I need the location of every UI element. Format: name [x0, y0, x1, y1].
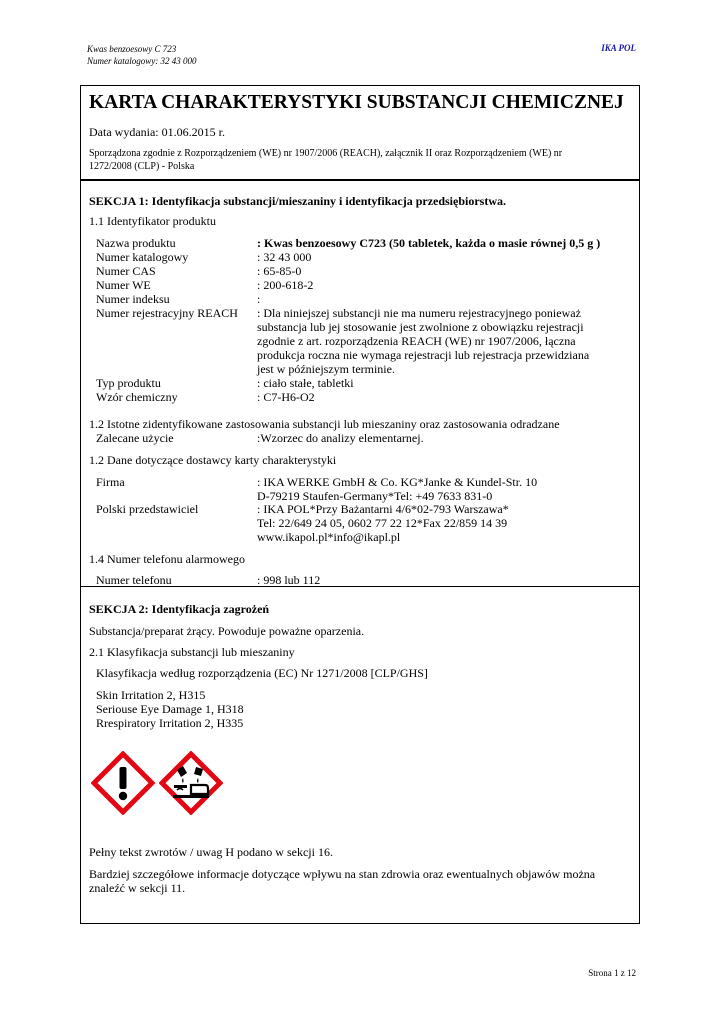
- header-catalog-number: Numer katalogowy: 32 43 000: [87, 56, 197, 66]
- regulation-line-2: 1272/2008 (CLP) - Polska: [89, 161, 195, 172]
- section2-1-heading: 2.1 Klasyfikacja substancji lub mieszaniny: [89, 645, 295, 659]
- identifier-label: Wzór chemiczny: [96, 390, 178, 404]
- identifier-value: zgodnie z art. rozporządzenia REACH (WE) nr 1907/2006, łączna: [257, 334, 576, 348]
- issue-date: Data wydania: 01.06.2015 r.: [89, 125, 225, 139]
- hazard-statement: Skin Irritation 2, H315: [96, 688, 206, 702]
- identifier-label: Nazwa produktu: [96, 236, 176, 250]
- section1-2-supplier-heading: 1.2 Dane dotyczące dostawcy karty charakterystyki: [89, 453, 337, 467]
- sections-box: [80, 180, 640, 924]
- h-statements-note: Pełny tekst zwrotów / uwag H podano w sekcji 16.: [89, 845, 333, 859]
- section1-2-uses-heading: 1.2 Istotne zidentyfikowane zastosowania substancji lub mieszaniny oraz zastosowania odradzane: [89, 417, 560, 431]
- health-details-line-1: Bardziej szczegółowe informacje dotyczące wpływu na stan zdrowia oraz ewentualnych objawów można: [89, 867, 596, 881]
- identifier-value: : ciało stałe, tabletki: [257, 376, 354, 390]
- section1-1-heading: 1.1 Identyfikator produktu: [89, 214, 216, 228]
- firma-line-2: D-79219 Staufen-Germany*Tel: +49 7633 831-0: [257, 489, 493, 503]
- identifier-value: : Kwas benzoesowy C723 (50 tabletek, każda o masie równej 0,5 g ): [257, 236, 601, 250]
- firma-line-1: : IKA WERKE GmbH & Co. KG*Janke & Kundel-Str. 10: [257, 475, 538, 489]
- identifier-label: Typ produktu: [96, 376, 161, 390]
- hazard-statement: Seriouse Eye Damage 1, H318: [96, 702, 244, 716]
- exclamation-mark-icon: [91, 751, 155, 815]
- polish-rep-line-2: Tel: 22/649 24 05, 0602 77 22 12*Fax 22/859 14 39: [257, 516, 508, 530]
- section2-intro: Substancja/preparat żrący. Powoduje poważne oparzenia.: [89, 624, 365, 638]
- regulation-note: [89, 147, 634, 173]
- regulation-line-1: Sporządzona zgodnie z Rozporządzeniem (WE) nr 1907/2006 (REACH), załącznik II oraz Rozporządzeniem (WE) nr: [89, 148, 563, 159]
- identifier-value: produkcja roczna nie wymaga rejestracji lub rejestracja przewidziana: [257, 348, 590, 362]
- identifier-value: : 200-618-2: [257, 278, 314, 292]
- health-details-line-2: znaleźć w sekcji 11.: [89, 881, 186, 895]
- firma-label: Firma: [96, 475, 125, 489]
- section1-4-heading: 1.4 Numer telefonu alarmowego: [89, 552, 245, 566]
- identifier-value: :: [257, 292, 261, 306]
- polish-rep-label: Polski przedstawiciel: [96, 502, 199, 516]
- identifier-value: : 65-85-0: [257, 264, 302, 278]
- recommended-use-label: Zalecane użycie: [96, 431, 174, 445]
- emergency-phone-value: : 998 lub 112: [257, 573, 321, 587]
- header-product: Kwas benzoesowy C 723: [87, 44, 177, 54]
- polish-rep-line-1: : IKA POL*Przy Bażantarni 4/6*02-793 Warszawa*: [257, 502, 509, 516]
- identifier-label: Numer WE: [96, 278, 151, 292]
- identifier-label: Numer indeksu: [96, 292, 170, 306]
- page-number: Strona 1 z 12: [588, 968, 636, 978]
- identifier-label: Numer CAS: [96, 264, 156, 278]
- corrosion-icon: [159, 751, 223, 815]
- running-header: [87, 43, 197, 67]
- identifier-value: : 32 43 000: [257, 250, 312, 264]
- identifier-label: Numer katalogowy: [96, 250, 189, 264]
- hazard-statement: Rrespiratory Irritation 2, H335: [96, 716, 244, 730]
- header-company: IKA POL: [601, 43, 636, 53]
- polish-rep-website: www.ikapol.pl*info@ikapl.pl: [257, 530, 401, 544]
- section1-heading: SEKCJA 1: Identyfikacja substancji/mieszaniny i identyfikacja przedsiębiorstwa.: [89, 194, 507, 208]
- clp-classification: Klasyfikacja według rozporządzenia (EC) Nr 1271/2008 [CLP/GHS]: [96, 666, 428, 680]
- identifier-value: : C7-H6-O2: [257, 390, 315, 404]
- identifier-value: jest w późniejszym terminie.: [257, 362, 395, 376]
- emergency-phone-label: Numer telefonu: [96, 573, 172, 587]
- identifier-value: : Dla niniejszej substancji nie ma numeru rejestracyjnego ponieważ: [257, 306, 581, 320]
- title-box: [80, 85, 640, 180]
- document-title: KARTA CHARAKTERYSTYKI SUBSTANCJI CHEMICZNEJ: [89, 92, 624, 113]
- section2-heading: SEKCJA 2: Identyfikacja zagrożeń: [89, 602, 270, 616]
- section-divider: [81, 586, 639, 587]
- identifier-value: substancja lub jej stosowanie jest zwolnione z obowiązku rejestracji: [257, 320, 584, 334]
- identifier-label: Numer rejestracyjny REACH: [96, 306, 238, 320]
- recommended-use-value: :Wzorzec do analizy elementarnej.: [257, 431, 424, 445]
